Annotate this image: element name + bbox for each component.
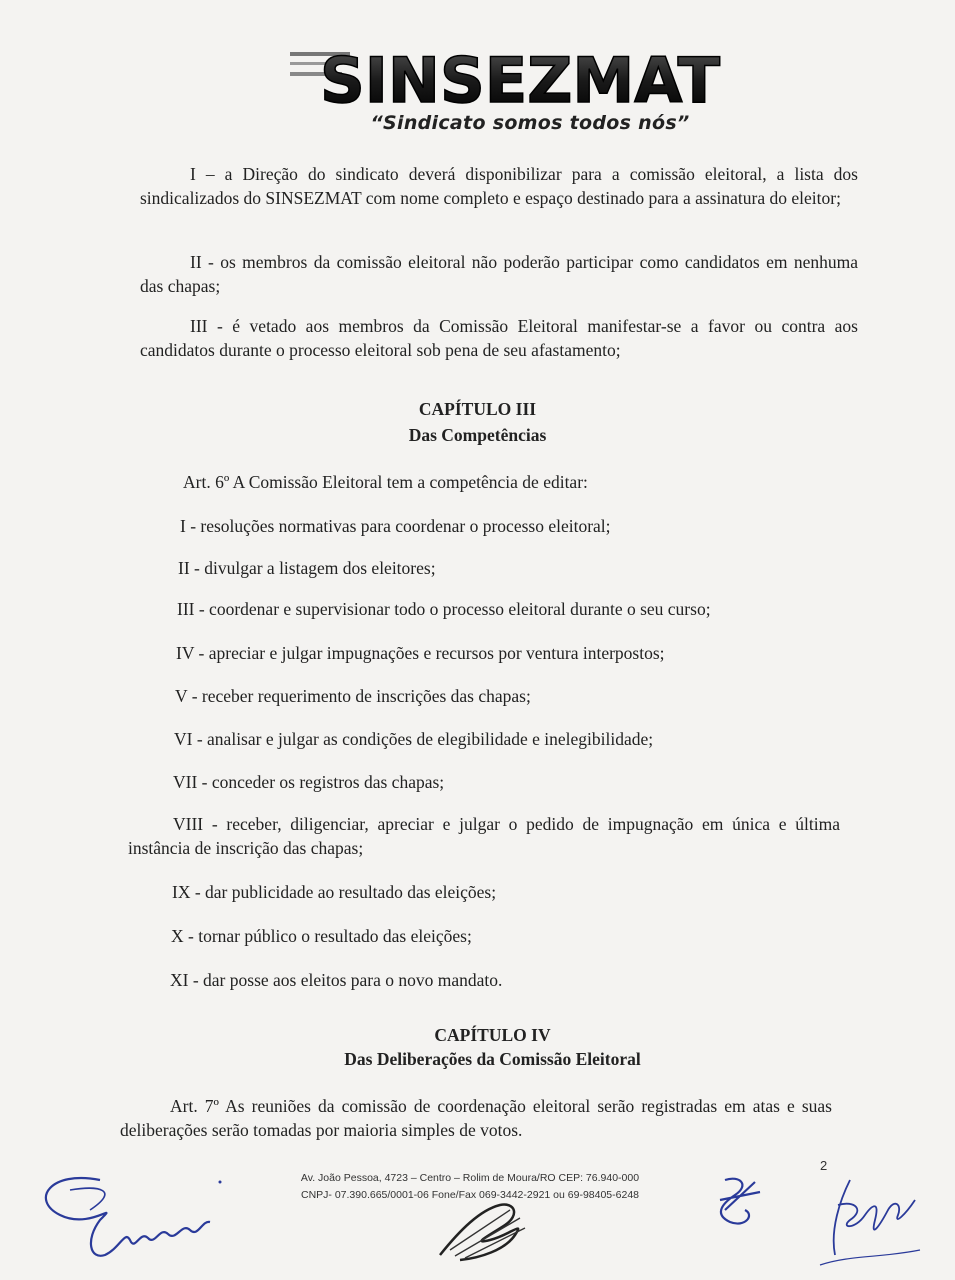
chapter-4-title: CAPÍTULO IV [434,1025,551,1045]
chapter-4-subtitle: Das Deliberações da Comissão Eleitoral [344,1049,641,1069]
paragraph-item-i: I – a Direção do sindicato deverá disponibilizar para a comissão eleitoral, a lista dos sindicalizados do SINSEZMAT com nome completo e espaço destinado para a assinatura do eleitor; [140,164,858,208]
art-6-intro: Art. 6º A Comissão Eleitoral tem a competência de editar: [183,472,588,492]
signature-initials [705,1170,775,1240]
chapter-3-subtitle: Das Competências [408,425,547,445]
art-6-item: IV - apreciar e julgar impugnações e recursos por ventura interpostos; [176,643,665,663]
art-6-item: I - resoluções normativas para coordenar o processo eleitoral; [180,516,611,536]
art-6-item: II - divulgar a listagem dos eleitores; [178,558,436,578]
chapter-3-title: CAPÍTULO III [418,399,537,419]
art-6-item: XI - dar posse aos eleitos para o novo mandato. [170,970,503,990]
signature-right [810,1170,930,1270]
paragraph-item-ii: II - os membros da comissão eleitoral não poderão participar como candidatos em nenhuma das chapas; [140,252,858,296]
paragraph-item-iii: III - é vetado aos membros da Comissão Eleitoral manifestar-se a favor ou contra aos candidatos durante o processo eleitoral sob pena de seu afastamento; [140,316,858,360]
signature-left [30,1160,240,1270]
art-6-item: V - receber requerimento de inscrições das chapas; [175,686,531,706]
art-7-paragraph: Art. 7º As reuniões da comissão de coordenação eleitoral serão registradas em atas e suas deliberações serão tomadas por maioria simples de votos. [120,1096,832,1140]
art-6-item: X - tornar público o resultado das eleições; [171,926,472,946]
footer-line-address: Av. João Pessoa, 4723 – Centro – Rolim de Moura/RO CEP: 76.940-000 [300,1172,640,1184]
art-6-item: III - coordenar e supervisionar todo o processo eleitoral durante o seu curso; [177,599,711,619]
footer-line-contact: CNPJ- 07.390.665/0001-06 Fone/Fax 069-3442-2921 ou 69-98405-6248 [301,1189,639,1201]
slogan: “Sindicato somos todos nós” [370,112,690,134]
signature-center [430,1190,540,1270]
art-6-item: VI - analisar e julgar as condições de elegibilidade e inelegibilidade; [174,729,654,749]
page-number: 2 [820,1158,828,1173]
logo-wordmark: SINSEZMAT [320,44,720,117]
art-6-item: VII - conceder os registros das chapas; [173,772,445,792]
art-6-item: IX - dar publicidade ao resultado das eleições; [172,882,497,902]
art-6-item: VIII - receber, diligenciar, apreciar e julgar o pedido de impugnação em única e última instância de inscrição das chapas; [128,814,840,858]
